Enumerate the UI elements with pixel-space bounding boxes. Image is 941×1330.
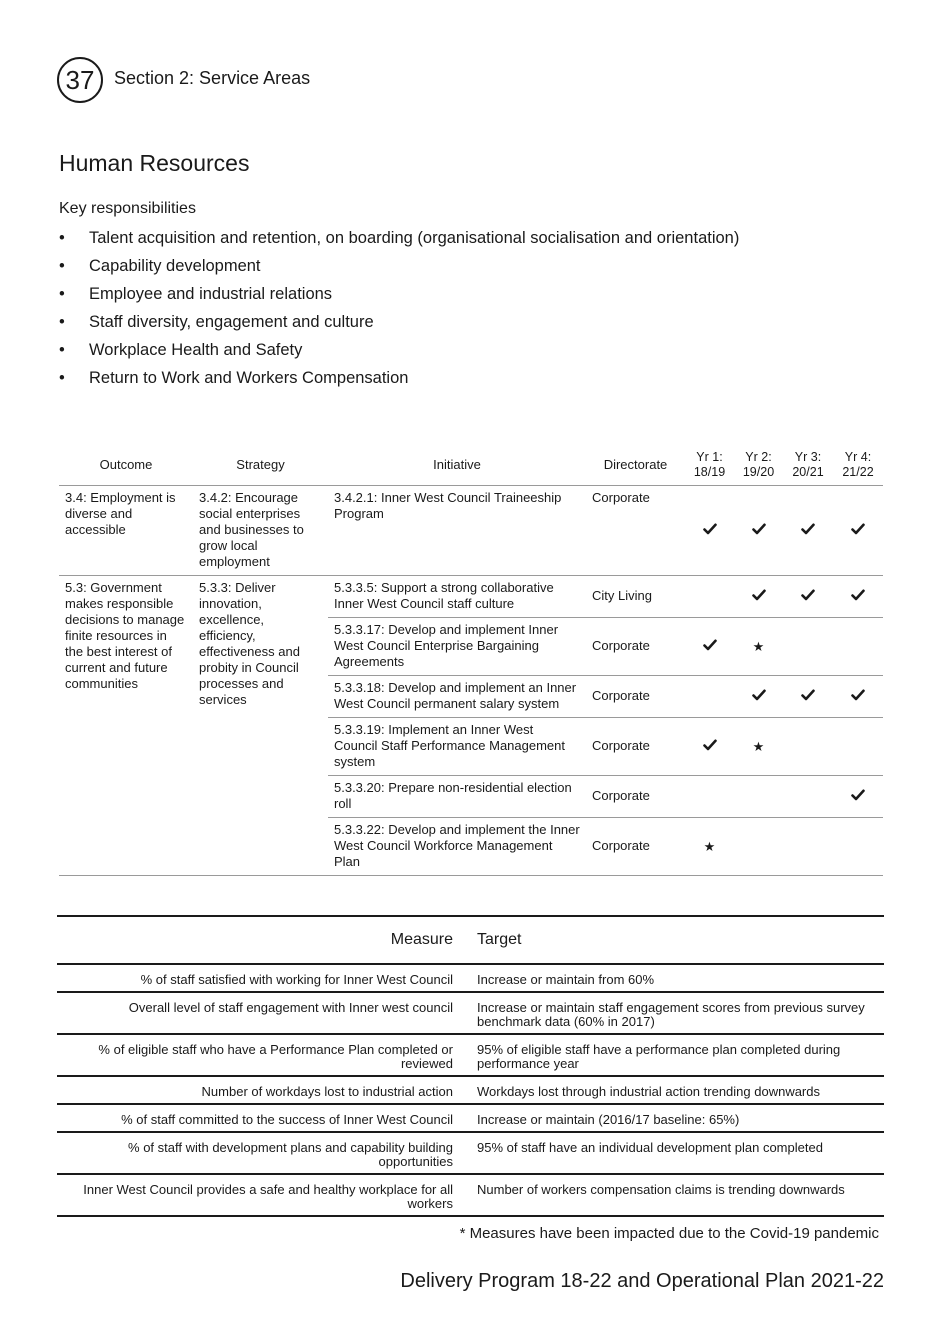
list-item <box>59 338 739 366</box>
measure-cell: Inner West Council provides a safe and healthy workplace for all workers <box>57 1174 465 1216</box>
strategy-cell: 5.3.3: Deliver innovation, excellence, efficiency, effectiveness and probity in Council processes and services <box>193 576 328 876</box>
target-cell: Number of workers compensation claims is trending downwards <box>465 1174 884 1216</box>
header-yr3: Yr 3: 20/21 <box>783 445 833 486</box>
initiative-cell: 5.3.3.20: Prepare non-residential election roll <box>328 776 586 818</box>
year-2-cell <box>734 776 783 818</box>
check-icon <box>703 522 717 539</box>
list-item-text: Employee and industrial relations <box>89 285 333 303</box>
bullet: • <box>59 229 65 247</box>
table-row <box>57 1132 884 1174</box>
year-3-cell <box>783 486 833 576</box>
list-item-text: Staff diversity, engagement and culture <box>89 313 374 331</box>
footnote: * Measures have been impacted due to the Covid-19 pandemic <box>459 1225 879 1242</box>
list-item-text: Capability development <box>89 257 261 275</box>
star-icon: ★ <box>703 838 716 854</box>
year-2-cell <box>734 618 783 676</box>
table-header-row <box>57 916 884 964</box>
bullet: • <box>59 341 65 359</box>
target-cell: Increase or maintain staff engagement scores from previous survey benchmark data (60% in 2017) <box>465 992 884 1034</box>
check-icon <box>752 522 766 539</box>
year-4-cell <box>833 718 883 776</box>
outcome-cell: 5.3: Government makes responsible decisions to manage finite resources in the best interest of current and future communities <box>59 576 193 876</box>
star-icon: ★ <box>752 738 765 754</box>
year-1-cell <box>685 718 734 776</box>
header-yr2: Yr 2: 19/20 <box>734 445 783 486</box>
year-4-cell <box>833 576 883 618</box>
list-item <box>59 254 739 282</box>
check-icon <box>851 788 865 805</box>
directorate-cell: City Living <box>586 576 685 618</box>
measures-body <box>57 964 884 1216</box>
year-1-cell <box>685 618 734 676</box>
header-target: Target <box>465 916 884 964</box>
bullet: • <box>59 313 65 331</box>
check-icon <box>851 688 865 705</box>
year-1-cell <box>685 676 734 718</box>
outcome-cell: 3.4: Employment is diverse and accessible <box>59 486 193 576</box>
header-initiative: Initiative <box>328 445 586 486</box>
table-row <box>59 486 883 576</box>
list-item-text: Workplace Health and Safety <box>89 341 303 359</box>
directorate-cell: Corporate <box>586 776 685 818</box>
year-4-cell <box>833 618 883 676</box>
check-icon <box>703 738 717 755</box>
table-row <box>57 1076 884 1104</box>
check-icon <box>752 688 766 705</box>
star-icon: ★ <box>752 638 765 654</box>
bullet: • <box>59 369 65 387</box>
check-icon <box>851 522 865 539</box>
year-2-cell <box>734 576 783 618</box>
year-4-cell <box>833 776 883 818</box>
section-title: Section 2: Service Areas <box>114 68 311 88</box>
year-3-cell <box>783 576 833 618</box>
directorate-cell: Corporate <box>586 818 685 876</box>
list-item <box>59 282 739 310</box>
directorate-cell: Corporate <box>586 718 685 776</box>
initiative-cell: 5.3.3.5: Support a strong collaborative Inner West Council staff culture <box>328 576 586 618</box>
directorate-cell: Corporate <box>586 486 685 576</box>
initiative-cell: 5.3.3.19: Implement an Inner West Council Staff Performance Management system <box>328 718 586 776</box>
initiative-cell: 5.3.3.18: Develop and implement an Inner West Council permanent salary system <box>328 676 586 718</box>
year-2-cell <box>734 818 783 876</box>
bullet: • <box>59 257 65 275</box>
check-icon <box>801 522 815 539</box>
target-cell: 95% of staff have an individual development plan completed <box>465 1132 884 1174</box>
year-4-cell <box>833 486 883 576</box>
initiative-cell: 3.4.2.1: Inner West Council Traineeship Program <box>328 486 586 576</box>
list-item <box>59 226 739 254</box>
year-2-cell <box>734 676 783 718</box>
key-responsibilities-title: Key responsibilities <box>59 200 196 217</box>
header-strategy: Strategy <box>193 445 328 486</box>
list-item-text: Return to Work and Workers Compensation <box>89 369 409 387</box>
check-icon <box>801 588 815 605</box>
header-measure: Measure <box>57 916 465 964</box>
check-icon <box>801 688 815 705</box>
year-3-cell <box>783 676 833 718</box>
target-cell: Workdays lost through industrial action trending downwards <box>465 1076 884 1104</box>
target-cell: Increase or maintain from 60% <box>465 964 884 992</box>
page-heading: Human Resources <box>59 150 250 176</box>
table-header-row <box>59 445 883 486</box>
measure-cell: % of eligible staff who have a Performance Plan completed or reviewed <box>57 1034 465 1076</box>
table-row <box>57 1174 884 1216</box>
directorate-cell: Corporate <box>586 618 685 676</box>
year-3-cell <box>783 818 833 876</box>
measure-cell: Overall level of staff engagement with Inner west council <box>57 992 465 1034</box>
year-1-cell <box>685 486 734 576</box>
check-icon <box>752 588 766 605</box>
year-4-cell <box>833 676 883 718</box>
measures-table <box>57 915 884 1217</box>
bullet: • <box>59 285 65 303</box>
list-item-text: Talent acquisition and retention, on boarding (organisational socialisation and orientation) <box>89 229 740 247</box>
year-1-cell <box>685 776 734 818</box>
header-yr1: Yr 1: 18/19 <box>685 445 734 486</box>
initiatives-table <box>59 445 883 876</box>
year-1-cell <box>685 818 734 876</box>
table-row <box>59 576 883 618</box>
year-1-cell <box>685 576 734 618</box>
strategy-cell: 3.4.2: Encourage social enterprises and businesses to grow local employment <box>193 486 328 576</box>
table-row <box>57 992 884 1034</box>
table-row <box>57 1034 884 1076</box>
initiative-cell: 5.3.3.17: Develop and implement Inner West Council Enterprise Bargaining Agreements <box>328 618 586 676</box>
header-directorate: Directorate <box>586 445 685 486</box>
table-row <box>57 964 884 992</box>
table-row <box>57 1104 884 1132</box>
measure-cell: % of staff satisfied with working for Inner West Council <box>57 964 465 992</box>
check-icon <box>851 588 865 605</box>
target-cell: 95% of eligible staff have a performance plan completed during performance year <box>465 1034 884 1076</box>
header-outcome: Outcome <box>59 445 193 486</box>
initiatives-body <box>59 486 883 876</box>
initiative-cell: 5.3.3.22: Develop and implement the Inner West Council Workforce Management Plan <box>328 818 586 876</box>
year-3-cell <box>783 776 833 818</box>
responsibilities-list <box>59 226 739 394</box>
year-2-cell <box>734 486 783 576</box>
check-icon <box>703 638 717 655</box>
directorate-cell: Corporate <box>586 676 685 718</box>
measure-cell: % of staff with development plans and capability building opportunities <box>57 1132 465 1174</box>
list-item <box>59 310 739 338</box>
measure-cell: % of staff committed to the success of Inner West Council <box>57 1104 465 1132</box>
footer-title: Delivery Program 18-22 and Operational Plan 2021-22 <box>400 1270 884 1292</box>
header-yr4: Yr 4: 21/22 <box>833 445 883 486</box>
measure-cell: Number of workdays lost to industrial action <box>57 1076 465 1104</box>
list-item <box>59 366 739 394</box>
year-3-cell <box>783 718 833 776</box>
target-cell: Increase or maintain (2016/17 baseline: 65%) <box>465 1104 884 1132</box>
page-number-badge: 37 <box>57 57 103 103</box>
year-3-cell <box>783 618 833 676</box>
year-2-cell <box>734 718 783 776</box>
year-4-cell <box>833 818 883 876</box>
